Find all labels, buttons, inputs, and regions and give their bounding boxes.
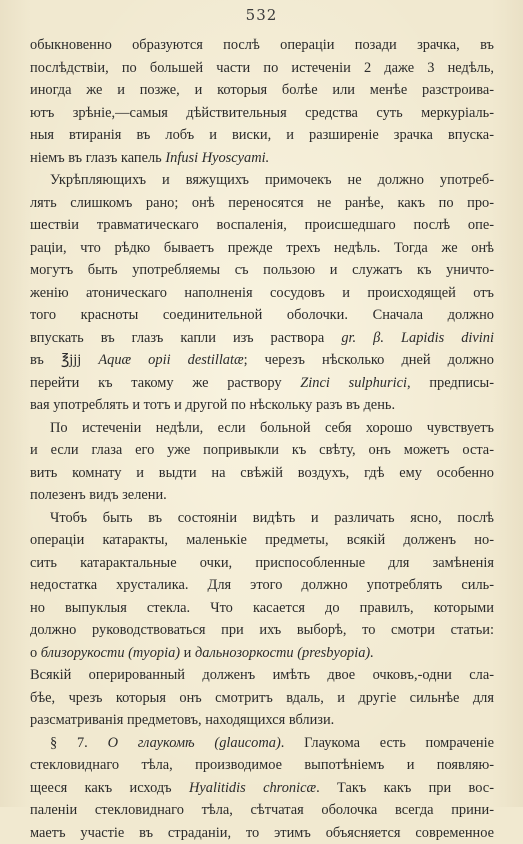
text-line: въ ℥jjj Aquæ opii destillatæ; черезъ нѣсколько дней должно [30,349,494,372]
text-line: маетъ участіе въ страданіи, то этимъ объясняется современное [30,822,494,844]
text-line: щееся какъ исходъ Hyalitidis chronicæ. Такъ какъ при вос- [30,777,494,800]
text-line: ніемъ въ глазъ капель Infusi Hyoscyami. [30,147,494,170]
text-line: Чтобъ быть въ состояніи видѣть и различать ясно, послѣ [30,507,494,530]
text-line: стекловиднаго тѣла, производимое выпотѣніемъ и появляю- [30,754,494,777]
text-line: раціи, что рѣдко бываетъ прежде трехъ недѣль. Тогда же онѣ [30,237,494,260]
text-line: операціи катаракты, маленькіе предметы, всякій долженъ но- [30,529,494,552]
text-line: вить комнату и выдти на свѣжій воздухъ, гдѣ ему особенно [30,462,494,485]
text-line: и если глаза его уже попривыкли къ свѣту, онъ можетъ оста- [30,439,494,462]
text-line: § 7. О глаукомѣ (glaucoma). Глаукома есть помраченіе [30,732,494,755]
text-line: сить катарактальные очки, приспособленные для замѣненія [30,552,494,575]
text-line: разсматриванія предметовъ, находящихся вблизи. [30,709,494,732]
text-line: того красноты соединительной оболочки. Сначала должно [30,304,494,327]
body-text [30,34,494,844]
text-line: впускать въ глазъ капли изъ раствора gr. β. Lapidis divini [30,327,494,350]
text-line: лять слишкомъ рано; онѣ переносятся не ранѣе, какъ по про- [30,192,494,215]
page-number: 532 [0,6,523,24]
text-line: паленіи стекловиднаго тѣла, сѣтчатая оболочка всегда прини- [30,799,494,822]
text-line: иногда же и позже, и которыя болѣе или менѣе разстроива- [30,79,494,102]
text-line: вая употреблять и тотъ и другой по нѣскольку разъ въ день. [30,394,494,417]
text-line: бѣе, чрезъ которыя онъ смотритъ вдаль, и другіе сильнѣе для [30,687,494,710]
text-line: обыкновенно образуются послѣ операціи позади зрачка, въ [30,34,494,57]
text-line: шествіи травматическаго воспаленія, происшедшаго послѣ опе- [30,214,494,237]
text-line: полезенъ видъ зелени. [30,484,494,507]
text-line: женію атоническаго наполненія сосудовъ и происходящей отъ [30,282,494,305]
text-line: должно руководствоваться при ихъ выборѣ, то смотри статьи: [30,619,494,642]
text-line: но выпуклыя стекла. Что касается до правилъ, которыми [30,597,494,620]
text-line: По истеченіи недѣли, если больной себя хорошо чувствуетъ [30,417,494,440]
text-line: о близорукости (myopia) и дальнозоркости (presbyopia). [30,642,494,665]
text-line: послѣдствіи, по большей части по истеченіи 2 даже 3 недѣль, [30,57,494,80]
text-line: перейти къ такому же раствору Zinci sulphurici, предписы- [30,372,494,395]
text-line: могутъ быть употребляемы съ пользою и служатъ къ уничто- [30,259,494,282]
text-line: недостатка хрусталика. Для этого должно употреблять силь- [30,574,494,597]
text-line: Укрѣпляющихъ и вяжущихъ примочекъ не должно употреб- [30,169,494,192]
text-line: Всякій оперированный долженъ имѣть двое очковъ,-одни сла- [30,664,494,687]
text-line: ютъ зрѣніе,—самыя дѣйствительныя средства суть меркуріаль- [30,102,494,125]
text-line: ныя втиранія въ лобъ и виски, и разширеніе зрачка впуска- [30,124,494,147]
